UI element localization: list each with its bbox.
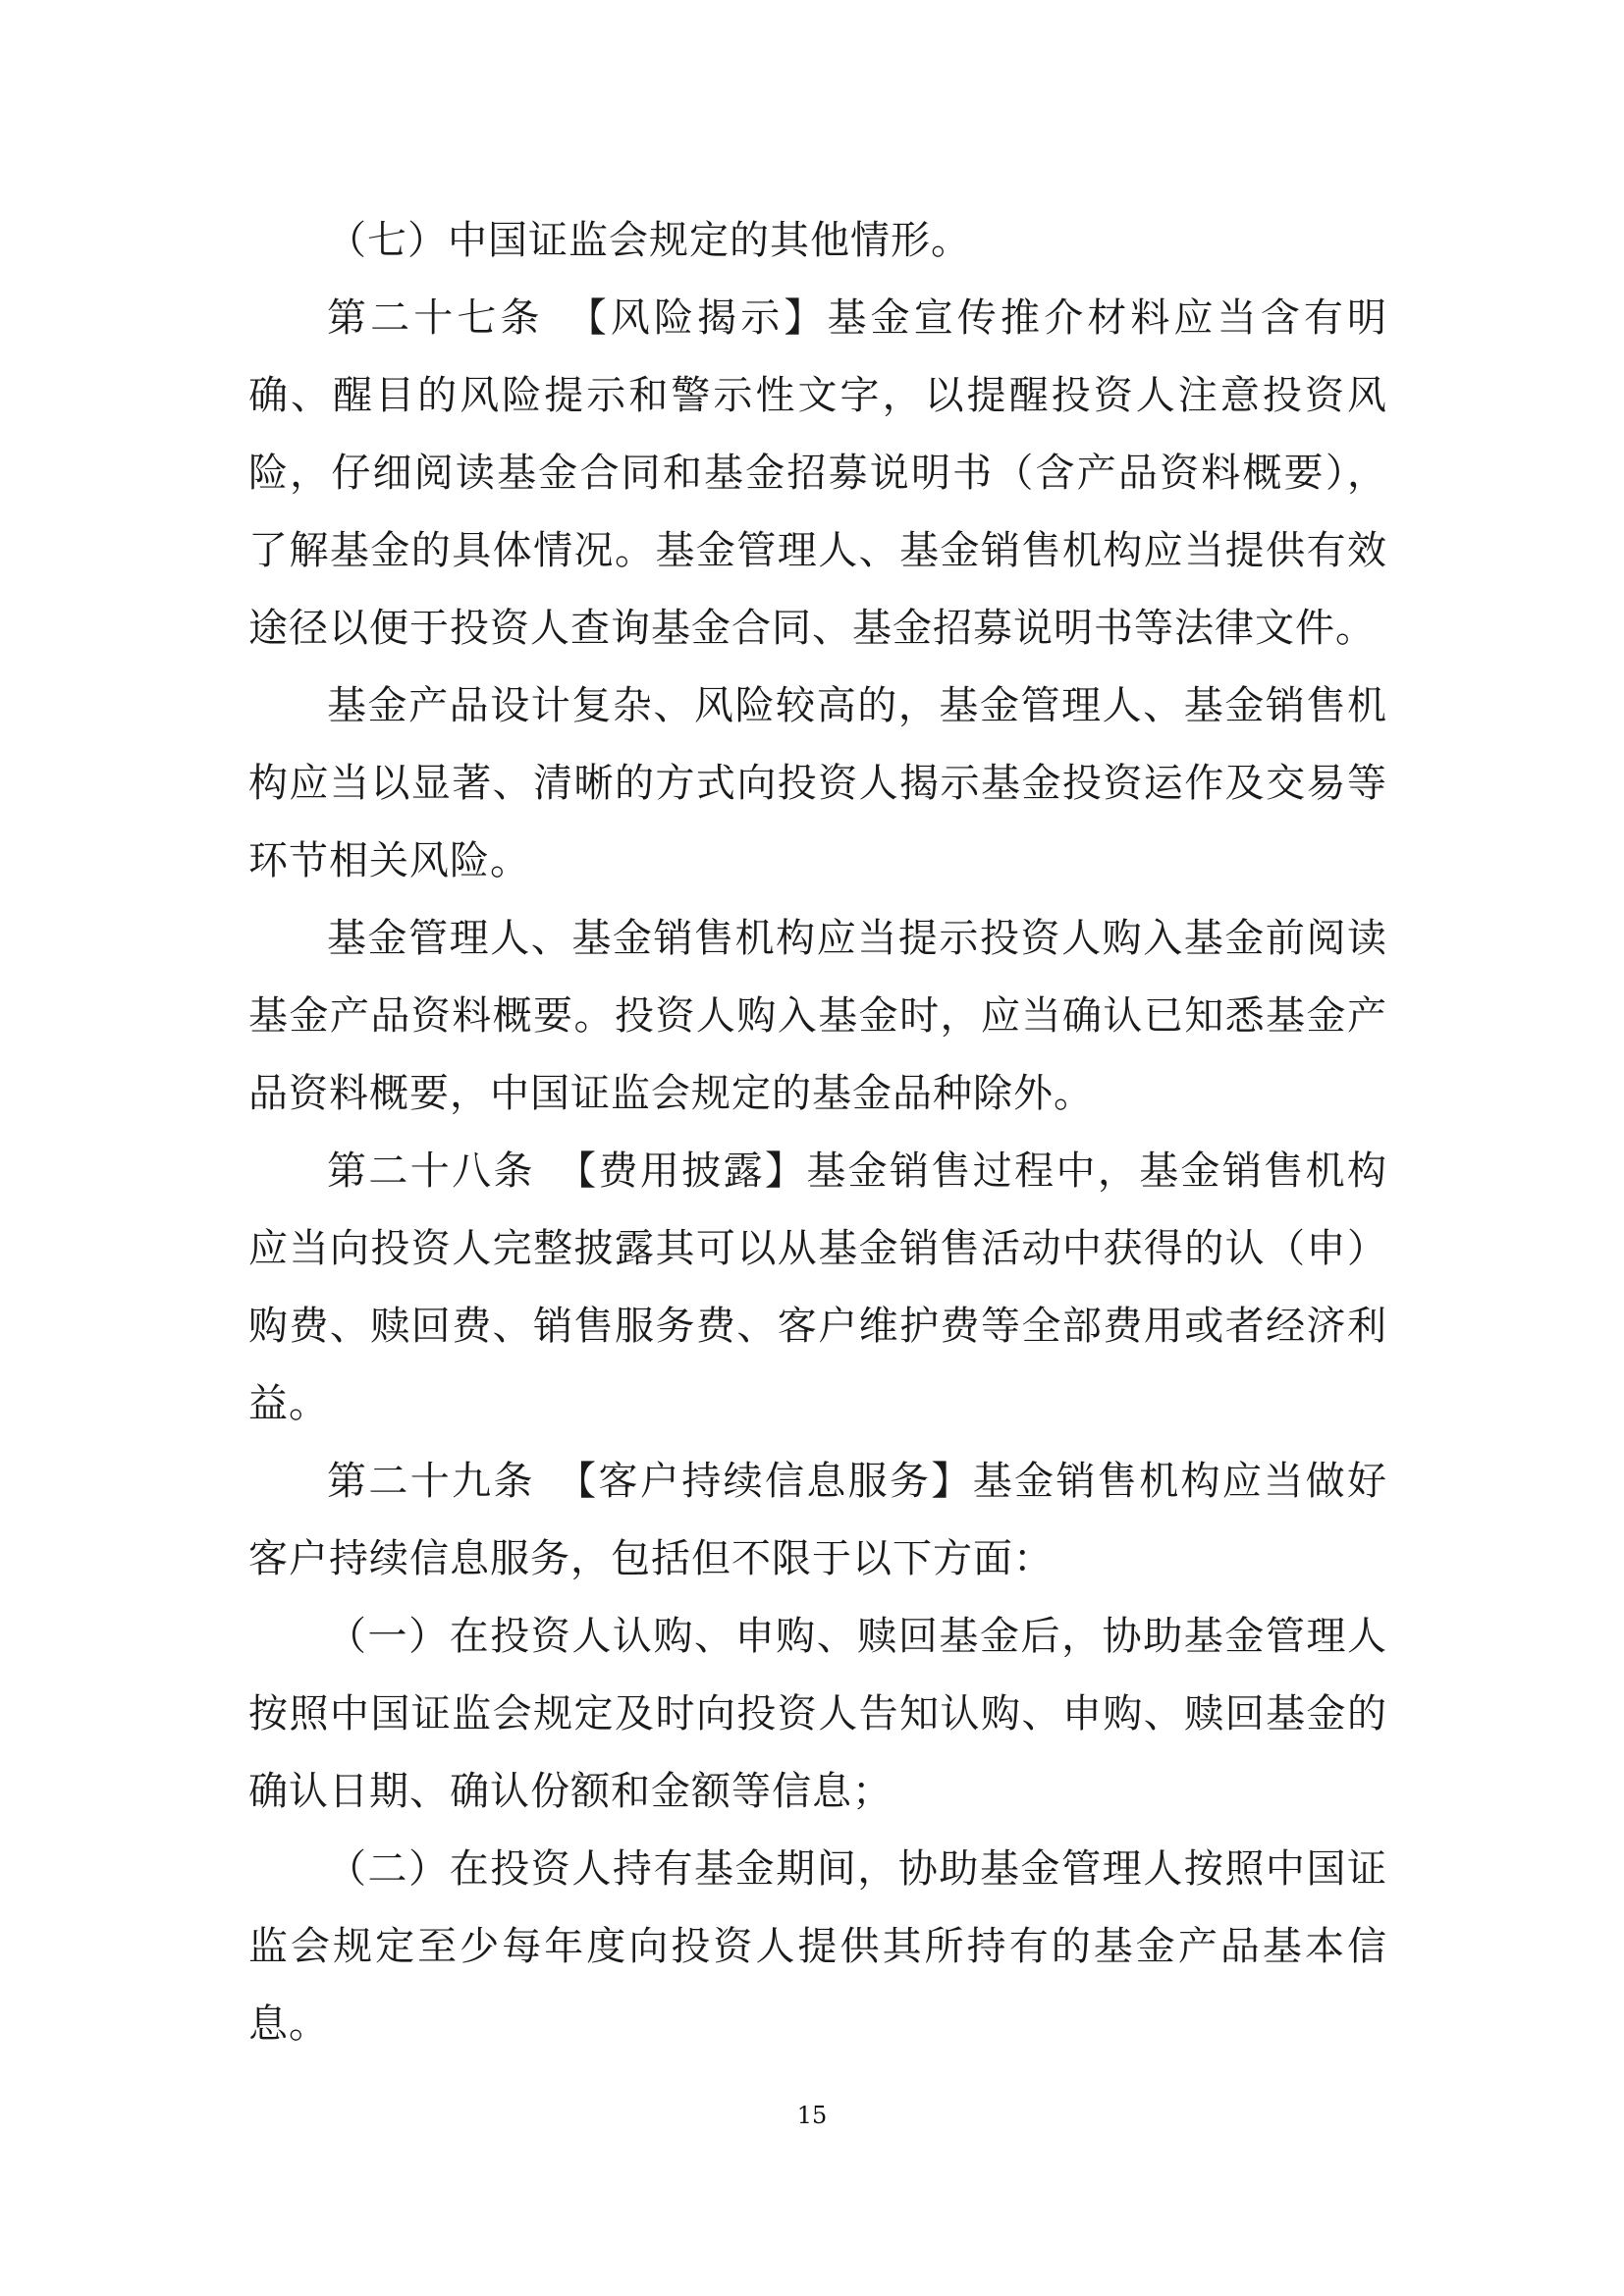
paragraph-product-summary-notice: 基金管理人、基金销售机构应当提示投资人购入基金前阅读基金产品资料概要。投资人购入基金时，应当确认已知悉基金产品资料概要，中国证监会规定的基金品种除外。 xyxy=(248,916,1387,1116)
paragraph-item-7: （七）中国证监会规定的其他情形。 xyxy=(327,218,971,263)
page-number: 15 xyxy=(796,2102,828,2129)
paragraph-complex-product-risk: 基金产品设计复杂、风险较高的，基金管理人、基金销售机构应当以显著、清晰的方式向投资人揭示基金投资运作及交易等环节相关风险。 xyxy=(248,683,1387,883)
paragraph-article-28: 第二十八条 【费用披露】基金销售过程中，基金销售机构应当向投资人完整披露其可以从基金销售活动中获得的认（申）购费、赎回费、销售服务费、客户维护费等全部费用或者经济利益。 xyxy=(248,1148,1387,1426)
paragraph-item-1: （一）在投资人认购、申购、赎回基金后，协助基金管理人按照中国证监会规定及时向投资人告知认购、申购、赎回基金的确认日期、确认份额和金额等信息； xyxy=(248,1614,1387,1814)
paragraph-article-27: 第二十七条 【风险揭示】基金宣传推介材料应当含有明确、醒目的风险提示和警示性文字，以提醒投资人注意投资风险，仔细阅读基金合同和基金招募说明书（含产品资料概要），了解基金的具体情况。基金管理人、基金销售机构应当提供有效途径以便于投资人查询基金合同、基金招募说明书等法律文件。 xyxy=(248,295,1387,651)
paragraph-article-29: 第二十九条 【客户持续信息服务】基金销售机构应当做好客户持续信息服务，包括但不限于以下方面： xyxy=(248,1459,1387,1581)
paragraph-item-2: （二）在投资人持有基金期间，协助基金管理人按照中国证监会规定至少每年度向投资人提供其所持有的基金产品基本信息。 xyxy=(248,1846,1387,2047)
document-body xyxy=(248,202,1387,2063)
